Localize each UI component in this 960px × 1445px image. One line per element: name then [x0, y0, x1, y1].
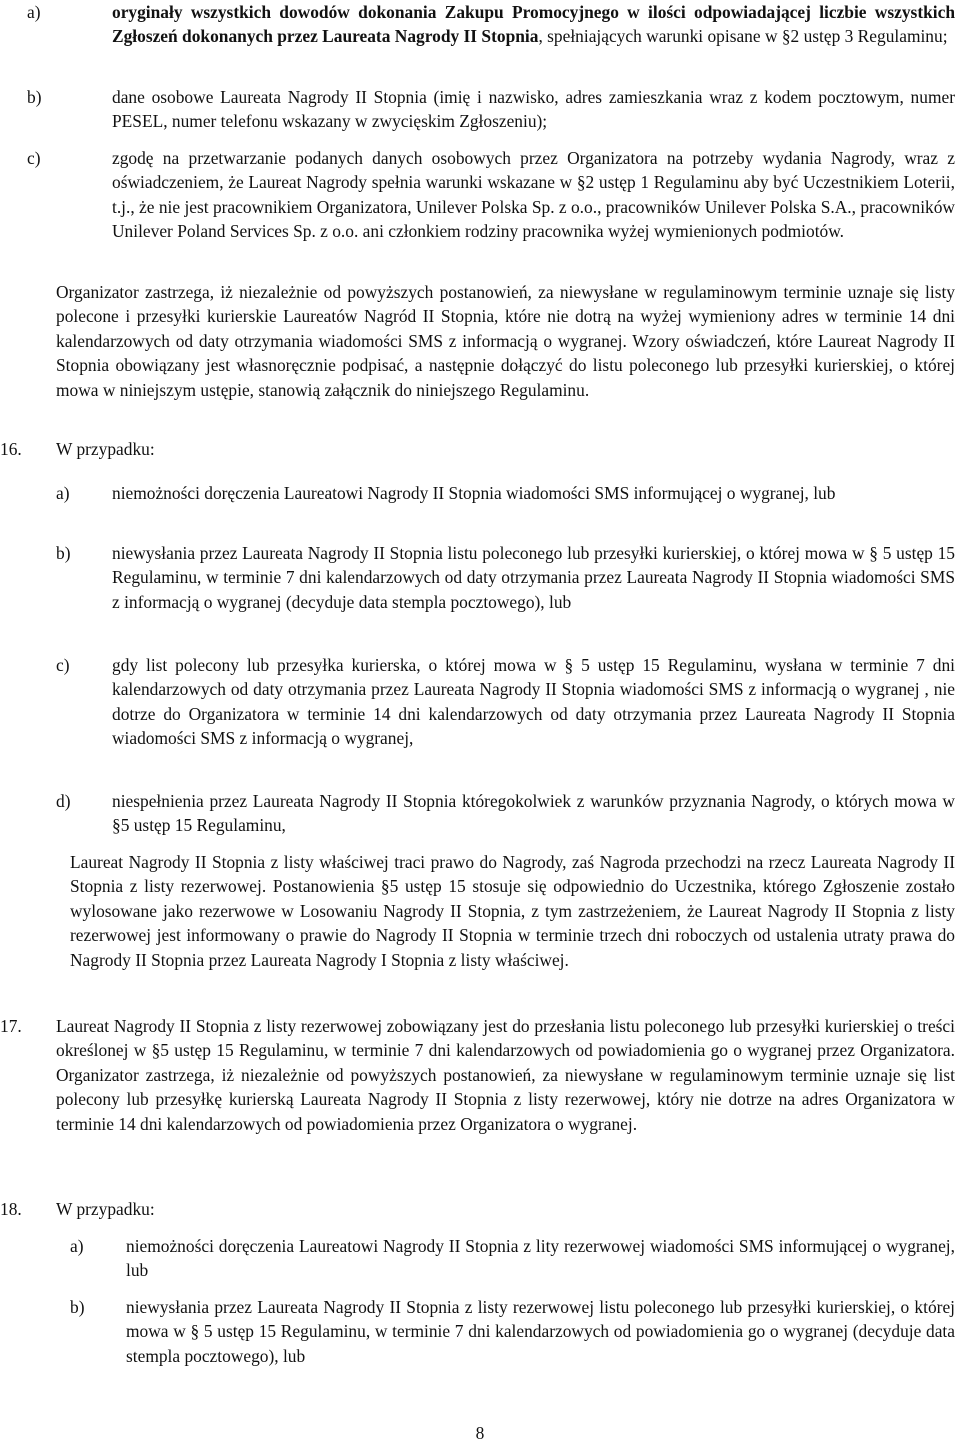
s16-item-b-text: niewysłania przez Laureata Nagrody II Stopnia listu poleconego lub przesyłki kurierskiej, o której mowa w § 5 ustęp 15 Regulaminu, w terminie 7 dni kalendarzowych od daty otrzymania przez Laureata Nagrody II Stopnia wiadomości SMS z informacją o wygranej (decyduje data stempla pocztowego), lub — [112, 543, 955, 612]
item-c-text: zgodę na przetwarzanie podanych danych osobowych przez Organizatora na potrzeby wydania Nagrody, wraz z oświadczeniem, że Laureat Nagrody spełnia warunki wskazane w §2 ustęp 1 Regulaminu aby być Uczestnikiem Loterii, t.j., że nie jest pracownikiem Organizatora, Unilever Polska Sp. z o.o., pracowników Unilever Polska S.A., pracowników Unilever Poland Services Sp. z o.o. ani członkiem rodziny pracownika wyżej wymienionych podmiotów. — [112, 148, 955, 242]
s16-item-c-text: gdy list polecony lub przesyłka kurierska, o której mowa w § 5 ustęp 15 Regulaminu, wysłana w terminie 7 dni kalendarzowych od daty otrzymania przez Laureata Nagrody II Stopnia wiadomości SMS z informacją o wygranej , nie dotrze do Organizatora w terminie 14 dni kalendarzowych od daty otrzymania przez Laureata Nagrody II Stopnia wiadomości SMS z informacją o wygranej, — [112, 655, 955, 749]
item-a-bold: oryginały wszystkich dowodów dokonania Zakupu Promocyjnego w ilości odpowiadającej liczbie wszystkich Zgłoszeń dokonanych przez Laureata Nagrody II Stopnia — [112, 2, 955, 47]
item-c-marker: c) — [27, 148, 41, 168]
s16-item-d-text: niespełnienia przez Laureata Nagrody II Stopnia któregokolwiek z warunków przyznania Nagrody, o których mowa w §5 ustęp 15 Regulaminu, — [112, 791, 955, 836]
s16-item-b-marker: b) — [56, 543, 71, 563]
s16-item-d-marker: d) — [56, 791, 71, 811]
section-18-heading: W przypadku: — [56, 1199, 155, 1219]
item-b-marker: b) — [27, 87, 42, 107]
s18-item-b-marker: b) — [70, 1297, 85, 1317]
section-17-number: 17. — [0, 1016, 22, 1036]
section-16-heading: W przypadku: — [56, 439, 155, 459]
s16-item-a-marker: a) — [56, 483, 70, 503]
s18-item-a-text: niemożności doręczenia Laureatowi Nagrody II Stopnia z lity rezerwowej wiadomości SMS informującej o wygranej, lub — [126, 1236, 955, 1281]
section-17-text: Laureat Nagrody II Stopnia z listy rezerwowej zobowiązany jest do przesłania listu poleconego lub przesyłki kurierskiej o treści określonej w §5 ustęp 15 Regulaminu, w terminie 7 dni kalendarzowych od powiadomienia go o wygranej przez Organizatora. Organizator zastrzega, iż niezależnie od powyższych postanowień, za niewysłane w regulaminowym terminie uznaje się list polecony lub przesyłkę kurierską Laureata Nagrody II Stopnia z listy rezerwowej, który nie dotrze na adres Organizatora w terminie 14 dni kalendarzowych od powiadomienia przez Organizatora o wygranej. — [56, 1016, 955, 1134]
page-number: 8 — [475, 1423, 485, 1443]
section-16-number: 16. — [0, 439, 22, 459]
item-a-marker: a) — [27, 2, 41, 22]
s18-item-b-text: niewysłania przez Laureata Nagrody II Stopnia z listy rezerwowej listu poleconego lub przesyłki kurierskiej, o której mowa w § 5 ustęp 15 Regulaminu, w terminie 7 dni kalendarzowych od powiadomienia go o wygranej (decyduje data stempla pocztowego), lub — [126, 1297, 955, 1366]
item-b-text: dane osobowe Laureata Nagrody II Stopnia (imię i nazwisko, adres zamieszkania wraz z kodem pocztowym, numer PESEL, numer telefonu wskazany w zwycięskim Zgłoszeniu); — [112, 87, 955, 132]
section-18-number: 18. — [0, 1199, 22, 1219]
s16-conclusion: Laureat Nagrody II Stopnia z listy właściwej traci prawo do Nagrody, zaś Nagroda przechodzi na rzecz Laureata Nagrody II Stopnia z listy rezerwowej. Postanowienia §5 ustęp 15 stosuje się odpowiednio do Uczestnika, którego Zgłoszenie zostało wylosowane jako rezerwowe w Losowaniu Nagrody II Stopnia, z tym zastrzeżeniem, że Laureat Nagrody II Stopnia z listy rezerwowej jest informowany o prawie do Nagrody II Stopnia w terminie trzech dni roboczych od ustalenia utraty prawa do Nagrody II Stopnia przez Laureata Nagrody I Stopnia z listy właściwej. — [70, 852, 955, 970]
item-a-rest: , spełniających warunki opisane w §2 ustęp 3 Regulaminu; — [538, 26, 948, 47]
organizer-paragraph: Organizator zastrzega, iż niezależnie od powyższych postanowień, za niewysłane w regulaminowym terminie uznaje się listy polecone i przesyłki kurierskie Laureatów Nagród II Stopnia, które nie dotrą na wyżej wymieniony adres w terminie 14 dni kalendarzowych od daty otrzymania wiadomości SMS z informacją o wygranej. Wzory oświadczeń, które Laureat Nagrody II Stopnia obowiązany jest własnoręcznie podpisać, a następnie dołączyć do listu poleconego lub przesyłki kurierskiej, o której mowa w niniejszym ustępie, stanowią załącznik do niniejszego Regulaminu. — [56, 282, 955, 400]
item-a-text — [112, 0, 955, 49]
s16-item-a-text: niemożności doręczenia Laureatowi Nagrody II Stopnia wiadomości SMS informującej o wygranej, lub — [112, 483, 836, 503]
s16-item-c-marker: c) — [56, 655, 70, 675]
s18-item-a-marker: a) — [70, 1236, 84, 1256]
